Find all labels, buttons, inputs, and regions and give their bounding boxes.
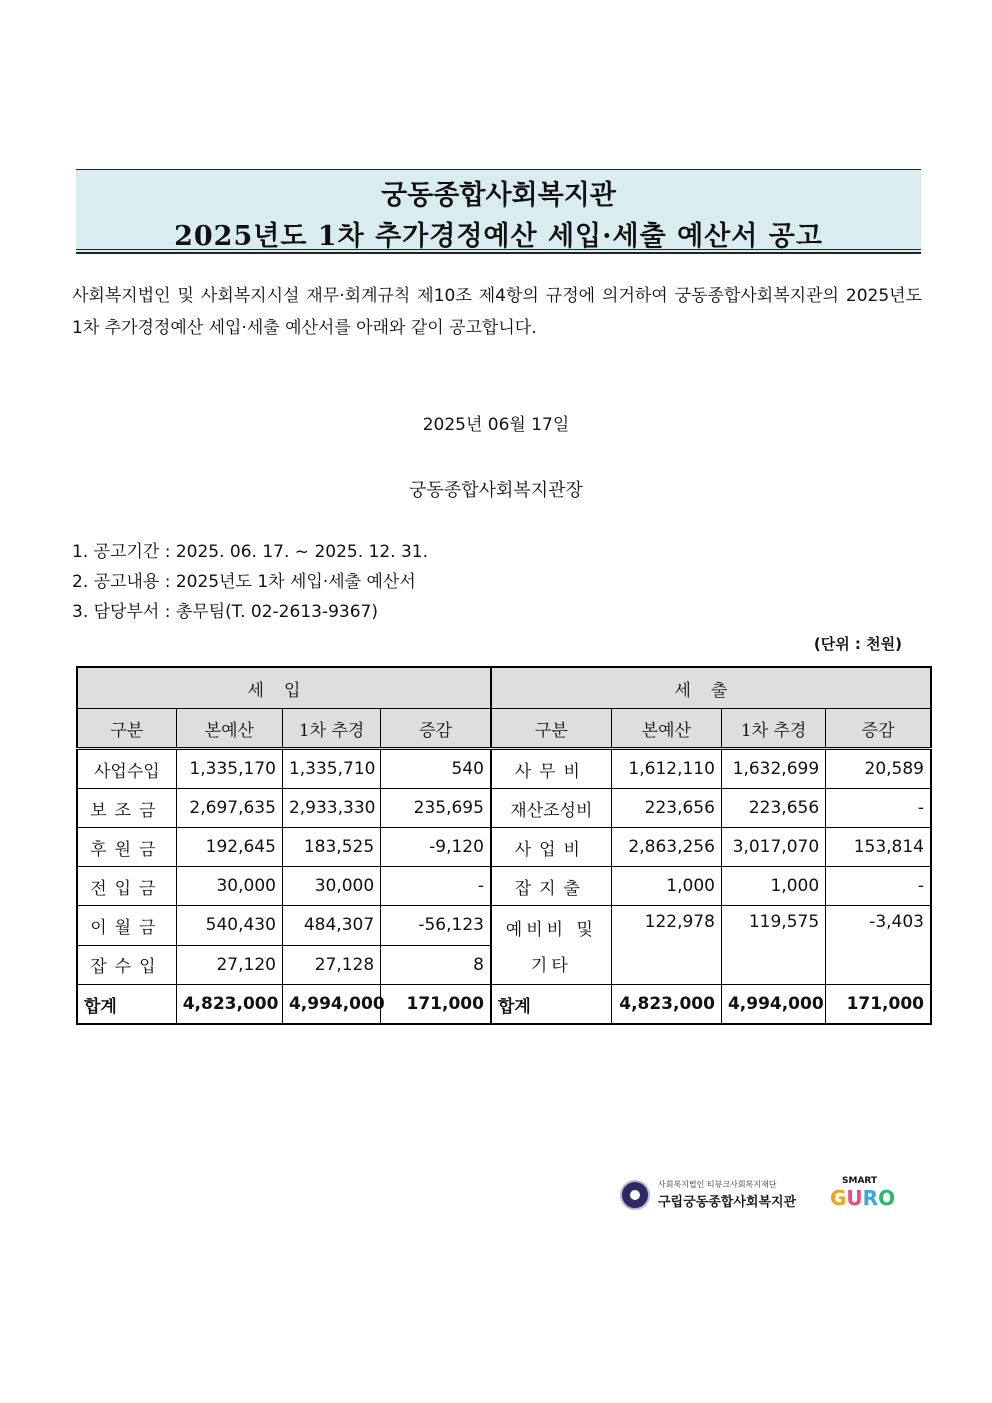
revenue-diff: - (381, 867, 491, 906)
revenue-base: 2,697,635 (176, 789, 282, 828)
smart-label: SMART (842, 1176, 878, 1186)
expense-base: 223,656 (611, 789, 721, 828)
expense-diff: 20,589 (826, 749, 931, 789)
expense-rev1: 1,632,699 (721, 749, 825, 789)
column-header: 증감 (826, 709, 931, 749)
column-header: 구분 (491, 709, 611, 749)
issuer: 궁동종합사회복지관장 (409, 480, 583, 501)
revenue-label: 잡수입 (77, 945, 176, 985)
revenue-rev1: 27,128 (282, 945, 380, 985)
notice-item: 1. 공고기간 : 2025. 06. 17. ~ 2025. 12. 31. (72, 542, 428, 562)
expense-label: 잡지출 (491, 867, 611, 906)
expense-header: 세출 (491, 667, 931, 709)
budget-table (76, 666, 932, 1025)
revenue-base: 1,335,170 (176, 749, 282, 789)
expense-diff: - (826, 789, 931, 828)
table-row (77, 828, 931, 867)
expense-rev1: 223,656 (721, 789, 825, 828)
revenue-total-base: 4,823,000 (176, 985, 282, 1025)
expense-label: 재산조성비 (491, 789, 611, 828)
expense-diff: 153,814 (826, 828, 931, 867)
revenue-diff: 8 (381, 945, 491, 985)
table-row (77, 749, 931, 789)
total-row (77, 985, 931, 1025)
expense-total-label: 합계 (491, 985, 611, 1025)
revenue-rev1: 1,335,710 (282, 749, 380, 789)
revenue-total-diff: 171,000 (381, 985, 491, 1025)
notice-items (72, 537, 428, 627)
revenue-label: 후원금 (77, 828, 176, 867)
table-row (77, 906, 931, 946)
revenue-base: 30,000 (176, 867, 282, 906)
expense-base: 1,000 (611, 867, 721, 906)
table-row (77, 789, 931, 828)
title-line-1: 궁동종합사회복지관 (381, 180, 616, 211)
revenue-label: 사업수입 (77, 749, 176, 789)
revenue-rev1: 30,000 (282, 867, 380, 906)
revenue-base: 540,430 (176, 906, 282, 946)
expense-total-base: 4,823,000 (611, 985, 721, 1025)
revenue-rev1: 183,525 (282, 828, 380, 867)
notice-item: 3. 담당부서 : 총무팀(T. 02-2613-9367) (72, 602, 378, 622)
column-header: 1차 추경 (282, 709, 380, 749)
revenue-rev1: 2,933,330 (282, 789, 380, 828)
revenue-label: 전입금 (77, 867, 176, 906)
expense-base: 2,863,256 (611, 828, 721, 867)
column-header: 구분 (77, 709, 176, 749)
column-header: 본예산 (176, 709, 282, 749)
expense-rev1: 3,017,070 (721, 828, 825, 867)
unit-label: (단위 : 천원) (813, 635, 902, 653)
revenue-base: 27,120 (176, 945, 282, 985)
revenue-label: 보조금 (77, 789, 176, 828)
revenue-rev1: 484,307 (282, 906, 380, 946)
expense-diff: - (826, 867, 931, 906)
expense-label: 예비비 및 기타 (491, 906, 611, 985)
expense-rev1: 1,000 (721, 867, 825, 906)
revenue-diff: 540 (381, 749, 491, 789)
seal-icon (620, 1180, 650, 1210)
expense-rev1: 119,575 (721, 906, 825, 985)
expense-label: 사업비 (491, 828, 611, 867)
notice-date: 2025년 06월 17일 (422, 415, 570, 435)
revenue-header: 세입 (77, 667, 491, 709)
intro-paragraph: 사회복지법인 및 사회복지시설 재무·회계규칙 제10조 제4항의 규정에 의거하여 궁동종합사회복지관의 2025년도 1차 추가경정예산 세입·세출 예산서를 아래와 같이 공고합니다. (72, 286, 922, 338)
footer-logo (620, 1176, 896, 1214)
column-header: 증감 (381, 709, 491, 749)
column-header: 본예산 (611, 709, 721, 749)
revenue-total-label: 합계 (77, 985, 176, 1025)
expense-diff: -3,403 (826, 906, 931, 985)
notice-item: 2. 공고내용 : 2025년도 1차 세입·세출 예산서 (72, 572, 416, 592)
title-line-2: 2025년도 1차 추가경정예산 세입·세출 예산서 공고 (174, 221, 823, 252)
revenue-diff: -9,120 (381, 828, 491, 867)
logo-foundation: 사회복지법인 티뷰크사회복지재단 (658, 1180, 777, 1189)
revenue-base: 192,645 (176, 828, 282, 867)
logo-name: 구립궁동종합사회복지관 (658, 1195, 797, 1210)
expense-label: 사무비 (491, 749, 611, 789)
expense-total-rev1: 4,994,000 (721, 985, 825, 1025)
expense-base: 1,612,110 (611, 749, 721, 789)
revenue-label: 이월금 (77, 906, 176, 946)
expense-total-diff: 171,000 (826, 985, 931, 1025)
revenue-total-rev1: 4,994,000 (282, 985, 380, 1025)
expense-base: 122,978 (611, 906, 721, 985)
revenue-diff: 235,695 (381, 789, 491, 828)
column-header: 1차 추경 (721, 709, 825, 749)
revenue-diff: -56,123 (381, 906, 491, 946)
guro-logo: GURO (830, 1186, 896, 1210)
title-box (76, 169, 921, 254)
table-row (77, 867, 931, 906)
